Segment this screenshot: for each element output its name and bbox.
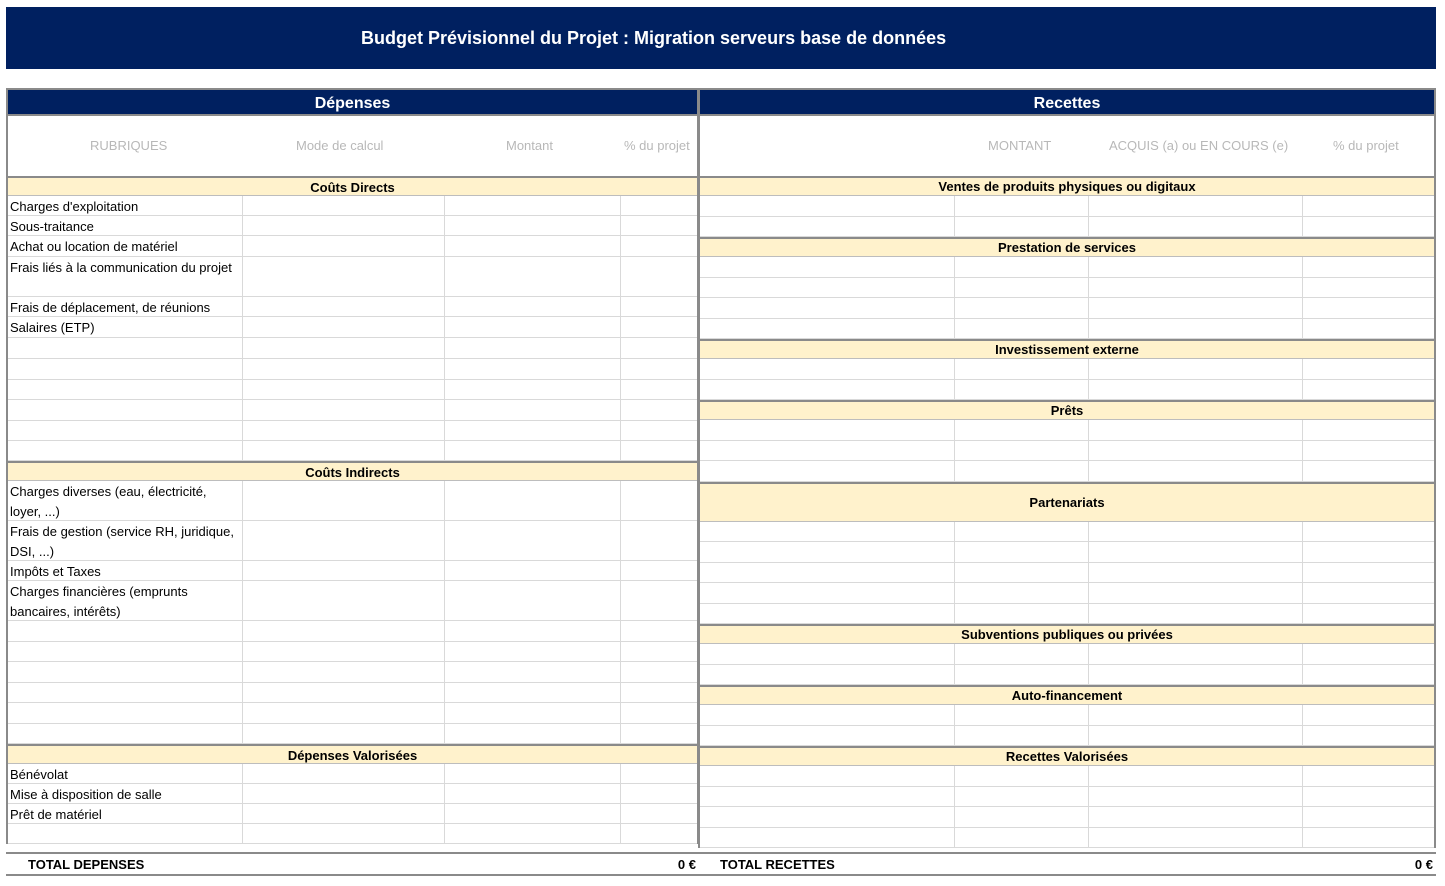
- cell-divider: [1088, 319, 1089, 339]
- cell-divider: [620, 784, 621, 803]
- section-header: Partenariats: [700, 482, 1434, 522]
- cell-divider: [242, 621, 243, 641]
- cell-divider: [954, 461, 955, 481]
- cell-divider: [1088, 726, 1089, 746]
- section-header: Ventes de produits physiques ou digitaux: [700, 176, 1434, 196]
- col-pct-projet: % du projet: [624, 138, 690, 153]
- cell-divider: [1302, 726, 1303, 746]
- cell-divider: [444, 621, 445, 641]
- cell-divider: [444, 236, 445, 256]
- cell-divider: [444, 481, 445, 520]
- cell-divider: [1088, 420, 1089, 440]
- cell-divider: [1088, 359, 1089, 379]
- cell-divider: [444, 642, 445, 661]
- cell-divider: [242, 338, 243, 358]
- recettes-rows: [698, 176, 1436, 848]
- table-row[interactable]: [8, 441, 697, 461]
- depenses-pane: [6, 88, 699, 844]
- cell-divider: [954, 441, 955, 461]
- table-row[interactable]: [8, 621, 697, 642]
- cell-divider: [1088, 604, 1089, 624]
- cell-divider: [1302, 359, 1303, 379]
- cell-divider: [620, 380, 621, 399]
- table-row[interactable]: [8, 216, 697, 236]
- cell-divider: [620, 764, 621, 783]
- cell-divider: [242, 257, 243, 296]
- table-row[interactable]: [700, 278, 1434, 299]
- cell-divider: [620, 359, 621, 379]
- row-label: Salaires (ETP): [10, 320, 95, 335]
- table-row[interactable]: [700, 298, 1434, 319]
- cell-divider: [1088, 787, 1089, 807]
- cell-divider: [444, 441, 445, 460]
- table-row[interactable]: [700, 542, 1434, 563]
- cell-divider: [954, 787, 955, 807]
- cell-divider: [1302, 522, 1303, 542]
- table-row[interactable]: [8, 784, 697, 804]
- cell-divider: [242, 703, 243, 723]
- cell-divider: [242, 662, 243, 682]
- cell-divider: [242, 421, 243, 440]
- table-row[interactable]: [700, 644, 1434, 665]
- table-row[interactable]: [700, 522, 1434, 543]
- table-row[interactable]: [700, 257, 1434, 278]
- cell-divider: [444, 561, 445, 580]
- cell-divider: [1302, 604, 1303, 624]
- cell-divider: [444, 421, 445, 440]
- cell-divider: [1302, 257, 1303, 277]
- cell-divider: [1088, 665, 1089, 685]
- section-header: Recettes Valorisées: [700, 746, 1434, 766]
- cell-divider: [620, 521, 621, 560]
- table-row[interactable]: [8, 196, 697, 216]
- table-row[interactable]: [700, 563, 1434, 584]
- cell-divider: [1302, 380, 1303, 400]
- table-row[interactable]: [700, 726, 1434, 747]
- cell-divider: [1088, 217, 1089, 237]
- row-label: Mise à disposition de salle: [10, 787, 162, 802]
- table-row[interactable]: [8, 804, 697, 824]
- section-header: Coûts Directs: [8, 176, 697, 196]
- cell-divider: [620, 824, 621, 843]
- cell-divider: [954, 542, 955, 562]
- cell-divider: [1302, 441, 1303, 461]
- table-row[interactable]: [8, 481, 697, 521]
- page-title: Budget Prévisionnel du Projet : Migration serveurs base de données: [6, 7, 1436, 69]
- table-row[interactable]: [8, 703, 697, 724]
- cell-divider: [954, 278, 955, 298]
- cell-divider: [954, 359, 955, 379]
- table-row[interactable]: [8, 764, 697, 784]
- depenses-column-headers: [6, 116, 699, 176]
- cell-divider: [1302, 298, 1303, 318]
- cell-divider: [444, 521, 445, 560]
- cell-divider: [242, 297, 243, 316]
- table-row[interactable]: [8, 236, 697, 257]
- cell-divider: [444, 764, 445, 783]
- cell-divider: [954, 705, 955, 725]
- cell-divider: [1088, 583, 1089, 603]
- cell-divider: [1088, 644, 1089, 664]
- row-label: Frais de déplacement, de réunions: [10, 300, 211, 315]
- cell-divider: [1302, 542, 1303, 562]
- cell-divider: [1302, 705, 1303, 725]
- recettes-pane: [698, 88, 1436, 848]
- table-row[interactable]: [700, 420, 1434, 441]
- row-label: Bénévolat: [10, 767, 68, 782]
- cell-divider: [954, 644, 955, 664]
- cell-divider: [1302, 278, 1303, 298]
- table-row[interactable]: [700, 705, 1434, 726]
- table-row[interactable]: [8, 317, 697, 338]
- table-row[interactable]: [700, 807, 1434, 828]
- row-label: Charges financières (emprunts bancaires, intérêts): [10, 584, 188, 619]
- table-row[interactable]: [700, 441, 1434, 462]
- cell-divider: [954, 420, 955, 440]
- cell-divider: [1302, 319, 1303, 339]
- cell-divider: [620, 257, 621, 296]
- cell-divider: [242, 561, 243, 580]
- cell-divider: [242, 724, 243, 743]
- cell-divider: [444, 359, 445, 379]
- cell-divider: [444, 703, 445, 723]
- table-row[interactable]: [8, 662, 697, 683]
- cell-divider: [954, 604, 955, 624]
- cell-divider: [1088, 807, 1089, 827]
- table-row[interactable]: [8, 824, 697, 844]
- cell-divider: [242, 642, 243, 661]
- cell-divider: [1302, 828, 1303, 848]
- cell-divider: [1088, 705, 1089, 725]
- cell-divider: [444, 724, 445, 743]
- total-recettes-row: [698, 852, 1436, 876]
- cell-divider: [954, 522, 955, 542]
- depenses-header: Dépenses: [6, 88, 699, 116]
- section-header: Prestation de services: [700, 237, 1434, 257]
- table-row[interactable]: [700, 583, 1434, 604]
- cell-divider: [242, 380, 243, 399]
- total-depenses-label: TOTAL DEPENSES: [28, 857, 145, 872]
- cell-divider: [242, 581, 243, 620]
- cell-divider: [620, 317, 621, 337]
- cell-divider: [954, 726, 955, 746]
- cell-divider: [620, 724, 621, 743]
- row-label: Prêt de matériel: [10, 807, 102, 822]
- cell-divider: [620, 297, 621, 316]
- col-acquis-en-cours: ACQUIS (a) ou EN COURS (e): [1109, 138, 1289, 153]
- row-label: Charges d'exploitation: [10, 199, 139, 214]
- cell-divider: [242, 521, 243, 560]
- cell-divider: [954, 257, 955, 277]
- row-label: Charges diverses (eau, électricité, loyer, ...): [10, 484, 207, 519]
- cell-divider: [620, 581, 621, 620]
- table-row[interactable]: [700, 828, 1434, 849]
- cell-divider: [954, 298, 955, 318]
- cell-divider: [1088, 542, 1089, 562]
- table-row[interactable]: [700, 461, 1434, 482]
- cell-divider: [620, 804, 621, 823]
- cell-divider: [444, 380, 445, 399]
- cell-divider: [1088, 522, 1089, 542]
- cell-divider: [1302, 196, 1303, 216]
- cell-divider: [954, 196, 955, 216]
- table-row[interactable]: [700, 766, 1434, 787]
- cell-divider: [444, 804, 445, 823]
- total-depenses-value: 0 €: [677, 857, 696, 872]
- cell-divider: [620, 642, 621, 661]
- table-row[interactable]: [8, 257, 697, 297]
- cell-divider: [954, 319, 955, 339]
- recettes-column-headers: [698, 116, 1436, 176]
- col-mode-calcul: Mode de calcul: [296, 138, 384, 153]
- table-row[interactable]: [700, 319, 1434, 340]
- cell-divider: [1302, 563, 1303, 583]
- cell-divider: [1302, 583, 1303, 603]
- cell-divider: [444, 784, 445, 803]
- cell-divider: [1088, 298, 1089, 318]
- cell-divider: [620, 662, 621, 682]
- cell-divider: [1088, 441, 1089, 461]
- section-header: Prêts: [700, 400, 1434, 420]
- cell-divider: [242, 824, 243, 843]
- table-row[interactable]: [700, 196, 1434, 217]
- table-row[interactable]: [700, 359, 1434, 380]
- recettes-header: Recettes: [698, 88, 1436, 116]
- cell-divider: [1088, 380, 1089, 400]
- cell-divider: [620, 216, 621, 235]
- cell-divider: [954, 563, 955, 583]
- cell-divider: [242, 196, 243, 215]
- cell-divider: [620, 196, 621, 215]
- table-row[interactable]: [8, 297, 697, 317]
- cell-divider: [444, 317, 445, 337]
- total-recettes-value: 0 €: [1414, 857, 1433, 872]
- cell-divider: [1302, 420, 1303, 440]
- row-label: Achat ou location de matériel: [10, 239, 178, 254]
- cell-divider: [444, 216, 445, 235]
- cell-divider: [242, 359, 243, 379]
- cell-divider: [620, 621, 621, 641]
- cell-divider: [1302, 644, 1303, 664]
- cell-divider: [242, 764, 243, 783]
- section-header: Coûts Indirects: [8, 461, 697, 481]
- cell-divider: [242, 216, 243, 235]
- cell-divider: [242, 441, 243, 460]
- cell-divider: [1302, 807, 1303, 827]
- section-header: Auto-financement: [700, 685, 1434, 705]
- cell-divider: [1088, 196, 1089, 216]
- cell-divider: [242, 236, 243, 256]
- cell-divider: [242, 804, 243, 823]
- cell-divider: [1088, 766, 1089, 786]
- cell-divider: [620, 338, 621, 358]
- cell-divider: [954, 828, 955, 848]
- col-montant: MONTANT: [988, 138, 1052, 153]
- col-pct-projet: % du projet: [1333, 138, 1399, 153]
- cell-divider: [620, 400, 621, 420]
- cell-divider: [1088, 461, 1089, 481]
- row-label: Frais de gestion (service RH, juridique, DSI, ...): [10, 524, 234, 559]
- cell-divider: [444, 338, 445, 358]
- cell-divider: [954, 766, 955, 786]
- cell-divider: [1302, 665, 1303, 685]
- cell-divider: [444, 824, 445, 843]
- col-montant: Montant: [506, 138, 553, 153]
- table-row[interactable]: [700, 217, 1434, 238]
- cell-divider: [1302, 787, 1303, 807]
- table-row[interactable]: [700, 604, 1434, 625]
- cell-divider: [954, 665, 955, 685]
- table-row[interactable]: [8, 359, 697, 380]
- cell-divider: [1302, 217, 1303, 237]
- cell-divider: [1088, 828, 1089, 848]
- cell-divider: [620, 441, 621, 460]
- cell-divider: [444, 581, 445, 620]
- table-row[interactable]: [8, 421, 697, 441]
- section-header: Subventions publiques ou privées: [700, 624, 1434, 644]
- col-rubriques: RUBRIQUES: [90, 138, 168, 153]
- cell-divider: [1088, 257, 1089, 277]
- cell-divider: [1302, 461, 1303, 481]
- cell-divider: [444, 662, 445, 682]
- table-row[interactable]: [8, 642, 697, 662]
- cell-divider: [620, 236, 621, 256]
- table-row[interactable]: [8, 581, 697, 621]
- cell-divider: [620, 421, 621, 440]
- cell-divider: [954, 807, 955, 827]
- total-recettes-label: TOTAL RECETTES: [720, 857, 835, 872]
- row-label: Frais liés à la communication du projet: [10, 260, 232, 275]
- cell-divider: [242, 683, 243, 702]
- cell-divider: [620, 683, 621, 702]
- cell-divider: [954, 217, 955, 237]
- cell-divider: [620, 703, 621, 723]
- cell-divider: [242, 784, 243, 803]
- table-row[interactable]: [8, 338, 697, 359]
- cell-divider: [242, 400, 243, 420]
- table-row[interactable]: [700, 787, 1434, 808]
- cell-divider: [242, 317, 243, 337]
- cell-divider: [620, 561, 621, 580]
- table-row[interactable]: [8, 400, 697, 421]
- section-header: Dépenses Valorisées: [8, 744, 697, 764]
- table-row[interactable]: [8, 380, 697, 400]
- table-row[interactable]: [8, 683, 697, 703]
- table-row[interactable]: [8, 521, 697, 561]
- section-header: Investissement externe: [700, 339, 1434, 359]
- cell-divider: [1088, 278, 1089, 298]
- cell-divider: [954, 583, 955, 603]
- row-label: Sous-traitance: [10, 219, 94, 234]
- table-row[interactable]: [700, 380, 1434, 401]
- cell-divider: [620, 481, 621, 520]
- table-row[interactable]: [700, 665, 1434, 686]
- cell-divider: [444, 257, 445, 296]
- total-depenses-row: [6, 852, 699, 876]
- cell-divider: [242, 481, 243, 520]
- cell-divider: [444, 683, 445, 702]
- cell-divider: [1302, 766, 1303, 786]
- cell-divider: [444, 297, 445, 316]
- cell-divider: [1088, 563, 1089, 583]
- table-row[interactable]: [8, 561, 697, 581]
- cell-divider: [444, 400, 445, 420]
- depenses-rows: [6, 176, 699, 844]
- cell-divider: [444, 196, 445, 215]
- row-label: Impôts et Taxes: [10, 564, 101, 579]
- table-row[interactable]: [8, 724, 697, 744]
- cell-divider: [954, 380, 955, 400]
